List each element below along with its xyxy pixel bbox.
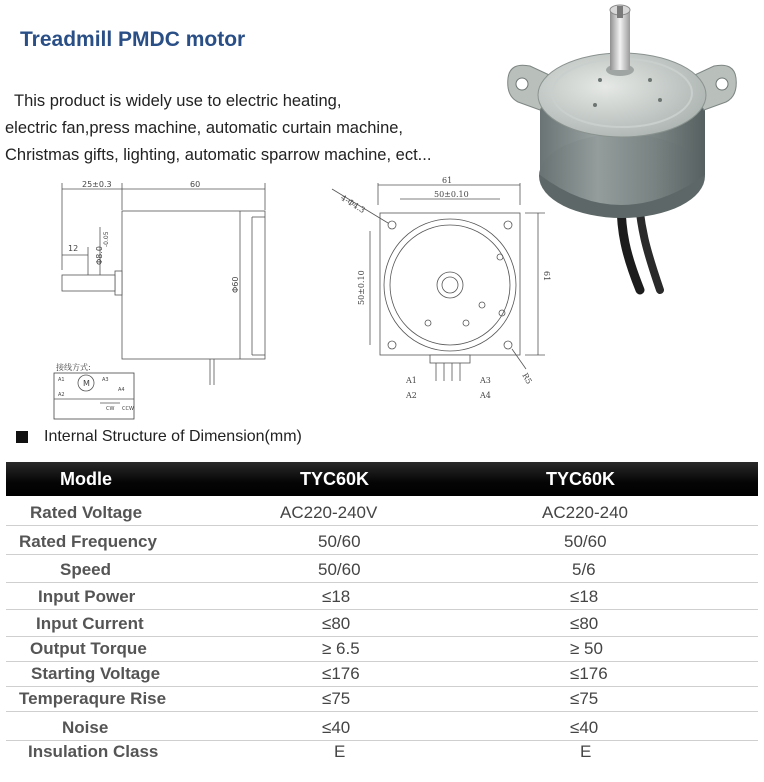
table-row: [6, 661, 758, 687]
table-row: [6, 529, 758, 555]
wiring-motor-symbol: M: [83, 379, 90, 388]
wiring-a1: A1: [58, 377, 65, 383]
row-value-b: ≤40: [570, 718, 599, 737]
row-value-a: ≤75: [322, 689, 351, 708]
dim-body-length: 60: [190, 180, 201, 189]
dim-corner-radius: R5: [520, 371, 534, 386]
row-value-b: ≥ 50: [570, 639, 603, 658]
row-divider: [6, 554, 758, 555]
dimension-caption: [16, 428, 302, 446]
front-view-drawing: [330, 175, 550, 405]
row-label: Starting Voltage: [31, 664, 161, 683]
dim-front-width: 61: [442, 176, 453, 185]
row-label: Rated Frequency: [19, 532, 157, 551]
lead-a2: A2: [406, 391, 417, 400]
row-label: Input Power: [38, 587, 136, 606]
row-label: Noise: [62, 718, 109, 737]
row-value-a: ≥ 6.5: [322, 639, 360, 658]
side-view-drawing: [40, 175, 285, 425]
table-row: [6, 686, 758, 712]
dim-mount-holes: 4-Φ4.3: [338, 193, 367, 216]
dim-body-diameter: Φ60: [231, 276, 240, 293]
dim-shaft-diameter: Φ8.0: [95, 245, 104, 265]
dim-front-hole-spacing: 50±0.10: [434, 190, 469, 199]
row-value-b: AC220-240: [542, 503, 629, 522]
lead-a3: A3: [480, 376, 491, 385]
wiring-cw: CW: [106, 406, 115, 412]
dimension-caption-text: Internal Structure of Dimension(mm): [44, 428, 302, 445]
wiring-a4: A4: [118, 387, 125, 393]
row-label: Insulation Class: [28, 742, 159, 761]
table-row: [6, 611, 758, 637]
lead-a1: A1: [406, 376, 417, 385]
row-divider: [6, 525, 758, 526]
row-value-b: 5/6: [572, 560, 596, 579]
table-row: [6, 739, 758, 765]
table-row: [6, 584, 758, 610]
row-value-b: 50/60: [564, 532, 607, 551]
dim-key-length: 12: [68, 244, 79, 253]
row-value-a: ≤176: [322, 664, 360, 683]
row-value-a: E: [334, 742, 346, 761]
dim-front-height: 61: [542, 271, 551, 282]
square-bullet-icon: [16, 431, 28, 443]
wiring-ccw: CCW: [122, 406, 134, 412]
row-divider: [6, 582, 758, 583]
row-label: Temperaqure Rise: [19, 689, 167, 708]
row-value-b: ≤176: [570, 664, 608, 683]
row-value-a: 50/60: [318, 560, 361, 579]
row-label: Output Torque: [30, 639, 147, 658]
row-label: Speed: [60, 560, 112, 579]
lead-a4: A4: [480, 391, 491, 400]
table-row: [6, 636, 758, 662]
wiring-label: 接线方式:: [56, 363, 91, 372]
row-divider: [6, 609, 758, 610]
dim-front-vertical-spacing: 50±0.10: [357, 270, 366, 305]
header-model-b: TYC60K: [546, 469, 616, 489]
wiring-a3: A3: [102, 377, 109, 383]
row-value-b: E: [580, 742, 592, 761]
row-value-a: ≤40: [322, 718, 351, 737]
header-model-a: TYC60K: [300, 469, 370, 489]
row-value-b: ≤75: [570, 689, 599, 708]
description-line: Christmas gifts, lighting, automatic sparrow machine, ect...: [5, 146, 432, 164]
spec-table-header: [6, 462, 758, 496]
row-value-a: 50/60: [318, 532, 361, 551]
row-value-a: AC220-240V: [280, 503, 378, 522]
row-value-b: ≤18: [570, 587, 599, 606]
description-line: electric fan,press machine, automatic curtain machine,: [5, 119, 404, 137]
header-model: Modle: [60, 469, 112, 489]
row-value-a: ≤80: [322, 614, 351, 633]
dim-shaft-tolerance: -0.05: [103, 231, 110, 247]
dim-shaft-length: 25±0.3: [82, 180, 112, 189]
row-label: Rated Voltage: [30, 503, 143, 522]
page-title: Treadmill PMDC motor: [20, 28, 246, 51]
row-value-b: ≤80: [570, 614, 599, 633]
product-description: [5, 88, 485, 169]
table-row: [6, 500, 758, 526]
row-divider: [6, 711, 758, 712]
table-row: [6, 557, 758, 583]
wiring-a2: A2: [58, 392, 65, 398]
description-line: This product is widely use to electric heating,: [14, 92, 342, 110]
row-label: Input Current: [36, 614, 144, 633]
table-row: [6, 715, 758, 741]
row-value-a: ≤18: [322, 587, 351, 606]
